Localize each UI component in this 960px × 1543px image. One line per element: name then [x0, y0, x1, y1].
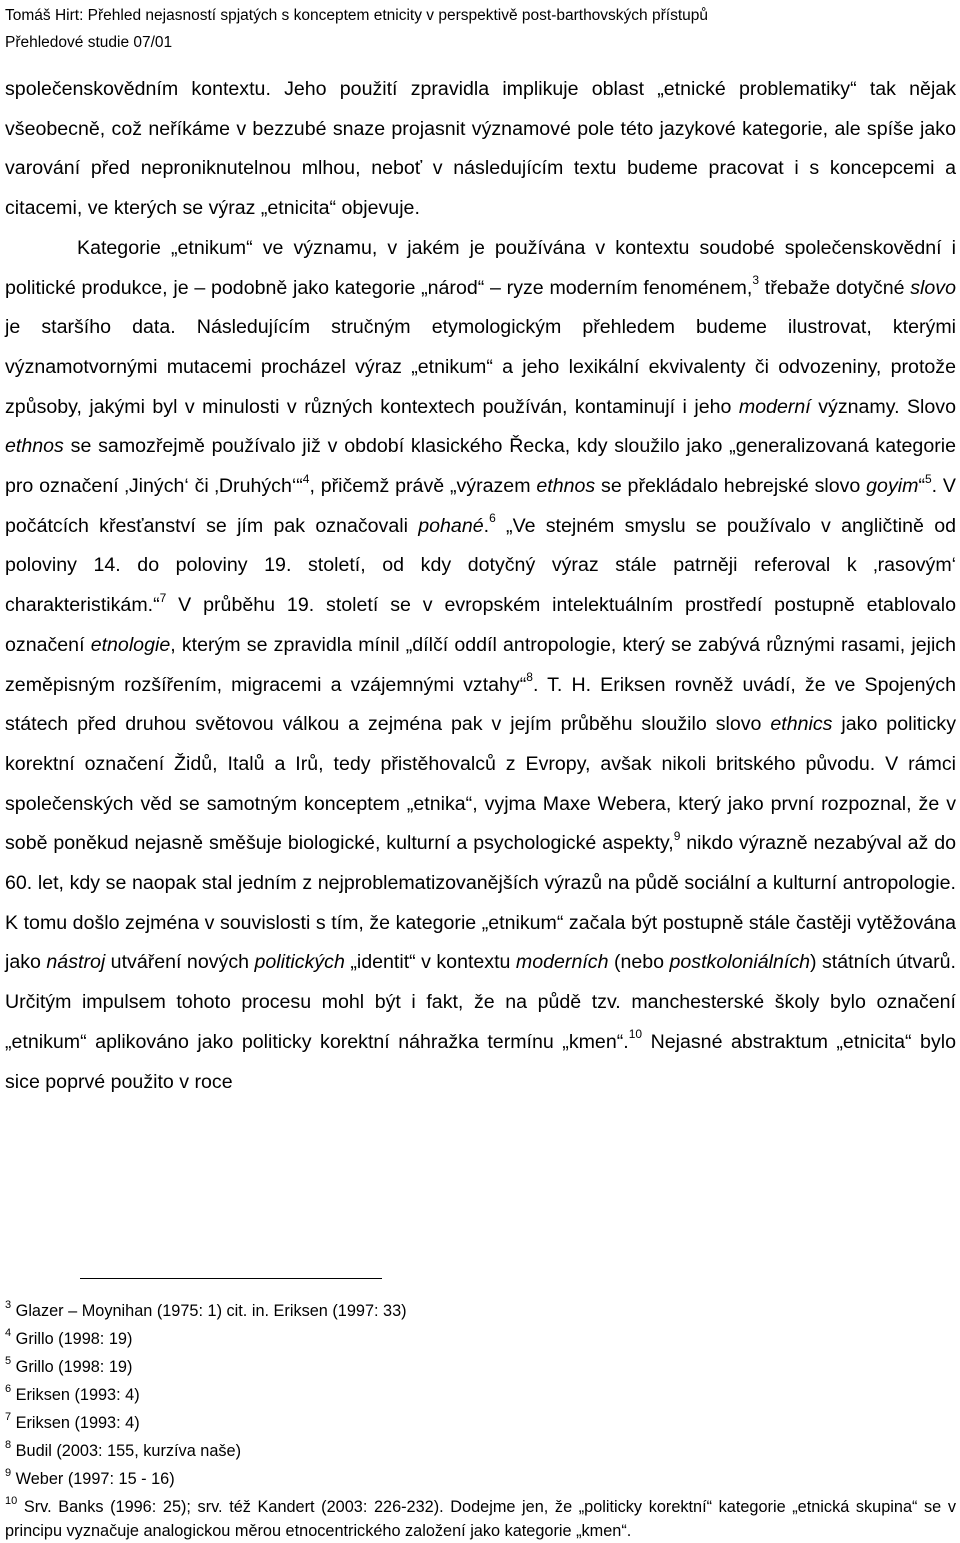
- footnote-text: Srv. Banks (1996: 25); srv. též Kandert (2003: 226-232). Dodejme jen, že „politicky korektní“ kategorie „etnická skupina“ se v principu vyznačuje analogickou měrou etnocentrického založení jako kategorie „kmen“.: [5, 1498, 956, 1540]
- italic-term: pohané: [418, 514, 484, 537]
- footnote-10: [5, 1495, 956, 1543]
- footnote-ref-3[interactable]: 3: [752, 272, 759, 287]
- header-title: Tomáš Hirt: Přehled nejasností spjatých s konceptem etnicity v perspektivě post-barthovských přístupů: [5, 7, 708, 24]
- italic-term: postkoloniálních: [669, 951, 811, 974]
- footnote-number: 9: [5, 1466, 12, 1479]
- italic-term: goyim: [866, 475, 919, 498]
- text-run: Kategorie „etnikum“ ve významu, v jakém je používána v kontextu soudobé společenskovědní i politické produkce, je – podobně jako kategorie „národ“ – ryze moderním fenoménem,: [5, 236, 956, 299]
- footnote-number: 4: [5, 1326, 12, 1339]
- text-run: . V počátcích křesťanství se jím pak označovali: [5, 475, 956, 537]
- text-run: . T. H. Eriksen rovněž uvádí, že ve Spojených státech před druhou světovou válkou a zejména pak v jejím průběhu sloužilo slovo: [5, 673, 956, 736]
- footnote-9: [5, 1465, 956, 1493]
- footnote-number: 3: [5, 1298, 12, 1311]
- text-run: utváření nových: [105, 951, 255, 974]
- italic-term: slovo: [910, 276, 956, 299]
- text-run: jako politicky korektní označení Židů, Italů a Irů, tedy přistěhovalců z Evropy, avšak nikoli britského původu. V rámci společenských věd se samotným konceptem „etnika“, vyjma Maxe Webera, který jako první rozpoznal, že v sobě poněkud nejasně směšuje biologické, kulturní a psychologické aspekty,: [5, 713, 956, 855]
- italic-term: nástroj: [46, 951, 106, 974]
- footnote-ref-7[interactable]: 7: [159, 590, 167, 605]
- footnote-text: Grillo (1998: 19): [11, 1330, 133, 1348]
- paragraph-2: [5, 229, 956, 1102]
- footnote-4: [5, 1325, 956, 1353]
- text-run: je staršího data. Následujícím stručným etymologickým přehledem budeme ilustrovat, kterými významotvornými mutacemi procházel výraz „etnikum“ a jeho lexikální ekvivalenty či odvozeniny, protože způsoby, jakými byl v minulosti v různých kontextech používán, kontaminují i jeho: [5, 316, 956, 418]
- footnote-number: 8: [5, 1438, 12, 1451]
- text-run: „Ve stejném smyslu se používalo v angličtině od poloviny 14. do poloviny 19. století, od kdy dotyčný výraz stále patrněji referoval k ‚rasovým‘ charakteristikám.“: [5, 514, 957, 617]
- paragraph-1: [5, 70, 956, 229]
- footnote-number: 5: [5, 1354, 12, 1367]
- text-run: V průběhu 19. století se v evropském intelektuálním prostředí postupně etablovalo označení: [5, 594, 956, 656]
- footnote-ref-10[interactable]: 10: [628, 1027, 643, 1042]
- footnote-ref-9[interactable]: 9: [673, 828, 681, 843]
- text-run: třebaže dotyčné: [759, 276, 911, 299]
- page-header: [5, 2, 708, 56]
- italic-term: etnologie: [90, 633, 171, 656]
- italic-term: ethnics: [770, 713, 833, 736]
- footnote-6: [5, 1381, 956, 1409]
- footnote-7: [5, 1409, 956, 1437]
- text-run: ) státních útvarů. Určitým impulsem tohoto procesu mohl být i fakt, že na půdě tzv. manchesterské školy bylo označení „etnikum“ aplikováno jako politicky korektní náhražka termínu „kmen“.: [5, 951, 956, 1053]
- footnote-text: Eriksen (1993: 4): [11, 1414, 140, 1432]
- footnote-ref-5[interactable]: 5: [924, 471, 932, 486]
- text-run: „identit“ v kontextu: [344, 951, 516, 974]
- footnotes: [5, 1297, 956, 1543]
- italic-term: ethnos: [536, 475, 596, 498]
- header-series: Přehledové studie 07/01: [5, 34, 173, 51]
- footnote-number: 6: [5, 1382, 12, 1395]
- text-run: se překládalo hebrejské slovo: [595, 475, 867, 498]
- footnote-8: [5, 1437, 956, 1465]
- footnote-ref-8[interactable]: 8: [526, 670, 533, 685]
- text-run: (nebo: [608, 951, 670, 974]
- footnote-ref-4[interactable]: 4: [302, 471, 310, 486]
- footnote-3: [5, 1297, 956, 1325]
- footnote-text: Grillo (1998: 19): [11, 1358, 133, 1376]
- footnote-text: Weber (1997: 15 - 16): [11, 1470, 175, 1488]
- text-run: nikdo výrazně nezabýval až do 60. let, kdy se naopak stal jedním z nejproblematizovanějších výrazů na půdě sociální a kulturní antropologie. K tomu došlo zejména v souvislosti s tím, že kategorie „etnikum“ začala být postupně stále častěji vytěžována jako: [5, 832, 956, 974]
- text-run: .: [483, 514, 490, 537]
- italic-term: moderní: [738, 395, 811, 418]
- text-run: , kterým se zpravidla mínil „dílčí oddíl antropologie, který se zabývá různými rasami, jejich zeměpisným rozšířením, migracemi a vzájemnými vztahy“: [5, 633, 956, 696]
- footnote-number: 10: [5, 1494, 18, 1507]
- text-run: se samozřejmě používalo již v období klasického Řecka, kdy sloužilo jako „generalizovaná kategorie pro označení ‚Jiných‘ či ‚Druhých‘“: [5, 435, 956, 498]
- footnote-text: Eriksen (1993: 4): [11, 1386, 140, 1404]
- footnote-5: [5, 1353, 956, 1381]
- italic-term: politických: [254, 951, 345, 974]
- text-run: významy. Slovo: [810, 395, 956, 418]
- italic-term: ethnos: [5, 435, 64, 458]
- footnote-ref-6[interactable]: 6: [489, 511, 496, 526]
- main-text: [5, 70, 956, 1102]
- footnote-text: Glazer – Moynihan (1975: 1) cit. in. Eriksen (1997: 33): [11, 1302, 407, 1320]
- text-run: “: [918, 475, 925, 498]
- italic-term: moderních: [515, 951, 609, 974]
- footnote-text: Budil (2003: 155, kurzíva naše): [11, 1442, 242, 1460]
- text-run: Nejasné abstraktum „etnicita“ bylo sice poprvé použito v roce: [5, 1030, 956, 1093]
- footnote-separator: [80, 1278, 382, 1279]
- paragraph-1-text: společenskovědním kontextu. Jeho použití zpravidla implikuje oblast „etnické problematiky“ tak nějak všeobecně, což neříkáme v bezzubé snaze projasnit významové pole této jazykové kategorie, ale spíše jako varování před neproniknutelnou mlhou, neboť v následujícím textu budeme pracovat i s koncepcemi a citacemi, ve kterých se výraz „etnicita“ objevuje.: [5, 78, 956, 220]
- text-run: , přičemž právě „výrazem: [309, 475, 537, 498]
- footnote-number: 7: [5, 1410, 12, 1423]
